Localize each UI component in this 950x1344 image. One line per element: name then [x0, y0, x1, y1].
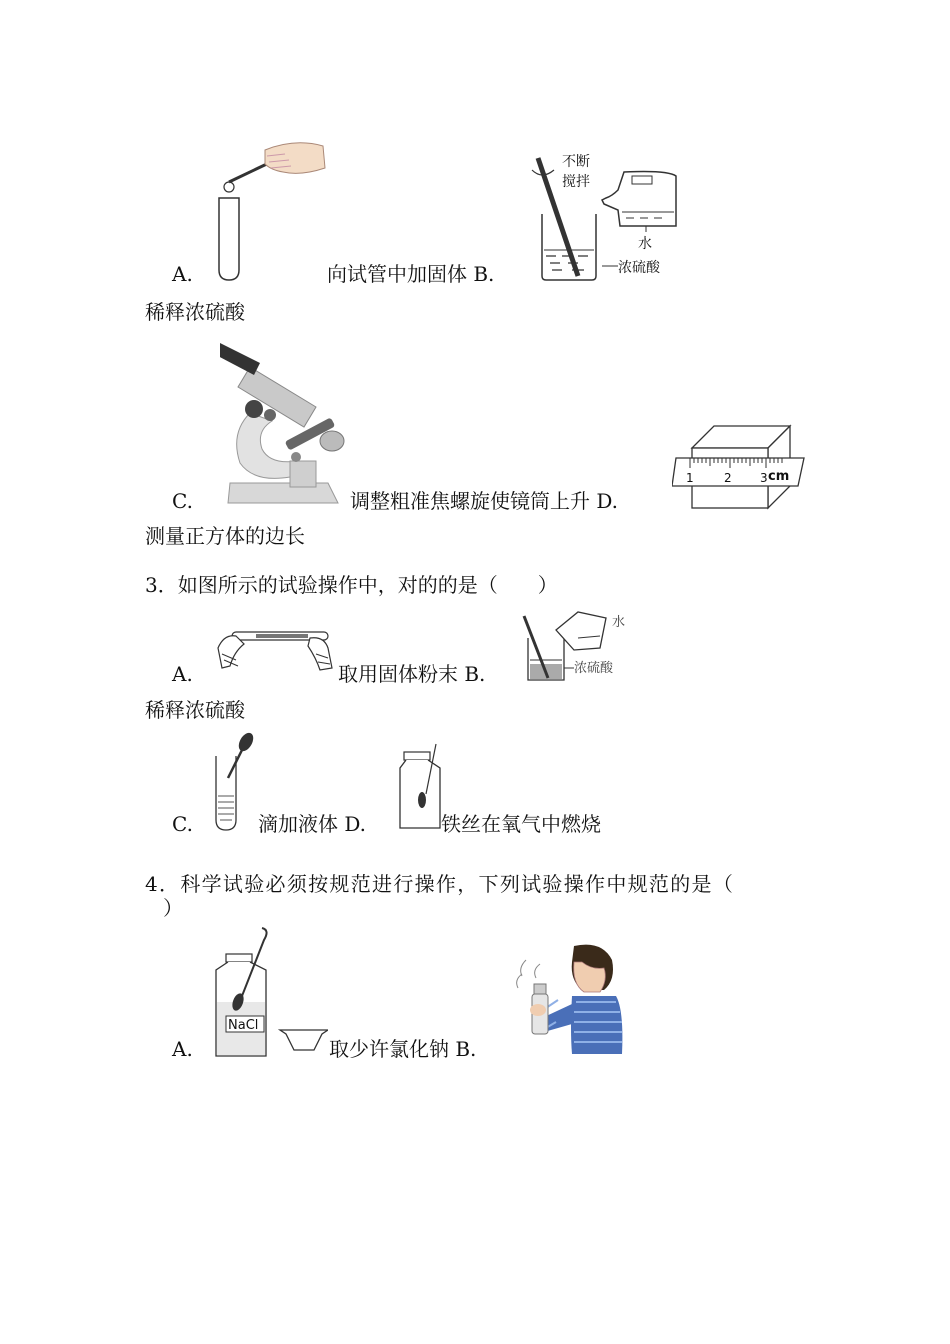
q3-option-a-text: 取用固体粉末 B. — [338, 662, 486, 686]
q3-option-c-text: 滴加液体 D. — [258, 812, 367, 836]
q4-option-a-text: 取少许氯化钠 B. — [329, 1037, 477, 1061]
label-acid: 浓硫酸 — [574, 661, 614, 676]
label-water: 水 — [638, 236, 652, 252]
q3-option-d-text: 铁丝在氧气中燃烧 — [441, 812, 601, 836]
q3-option-b-text: 稀释浓硫酸 — [145, 698, 245, 722]
label-water: 水 — [612, 615, 626, 630]
fig-test-tube-adding-solid — [205, 138, 335, 284]
q3-stem: 3．如图所示的试验操作中，对的的是（ ） — [145, 573, 558, 597]
q4-stem: 4．科学试验必须按规范进行操作，下列试验操作中规范的是（ — [145, 872, 735, 896]
label-acid: 浓硫酸 — [618, 260, 660, 276]
q4-option-a: A. — [172, 1037, 193, 1061]
q2-option-c-text: 调整粗准焦螺旋使镜筒上升 D. — [350, 489, 619, 513]
q2-option-a-text: 向试管中加固体 B. — [327, 262, 495, 286]
label-stir: 不断 — [562, 154, 590, 170]
fig-boy-smelling-bottle — [512, 940, 624, 1056]
q2-option-c: C. — [172, 489, 193, 513]
fig-dropper-test-tube — [212, 732, 256, 832]
ruler-tick-2: 2 — [724, 471, 732, 485]
jar-label-nacl: NaCl — [228, 1018, 259, 1033]
fig-cube-ruler — [672, 424, 812, 510]
fig-dilute-acid-wrong — [518, 608, 630, 684]
fig-nacl-jar — [212, 926, 328, 1060]
ruler-tick-1: 1 — [686, 471, 694, 485]
fig-iron-wire-oxygen — [396, 742, 444, 832]
option-letter: A. — [172, 262, 193, 286]
q2-option-d-text: 测量正方体的边长 — [145, 524, 305, 548]
label-stir2: 搅拌 — [562, 174, 590, 190]
q3-option-c: C. — [172, 812, 193, 836]
q3-option-a: A. — [172, 662, 193, 686]
fig-dilute-sulfuric-acid — [528, 150, 678, 282]
q2-option-b-text: 稀释浓硫酸 — [145, 300, 245, 324]
ruler-tick-3: 3 — [760, 471, 768, 485]
fig-take-solid-powder — [216, 618, 334, 680]
q2-option-a — [172, 262, 193, 286]
fig-microscope — [220, 333, 348, 509]
ruler-unit: cm — [768, 469, 790, 484]
q4-stem-cont: ） — [163, 896, 183, 920]
